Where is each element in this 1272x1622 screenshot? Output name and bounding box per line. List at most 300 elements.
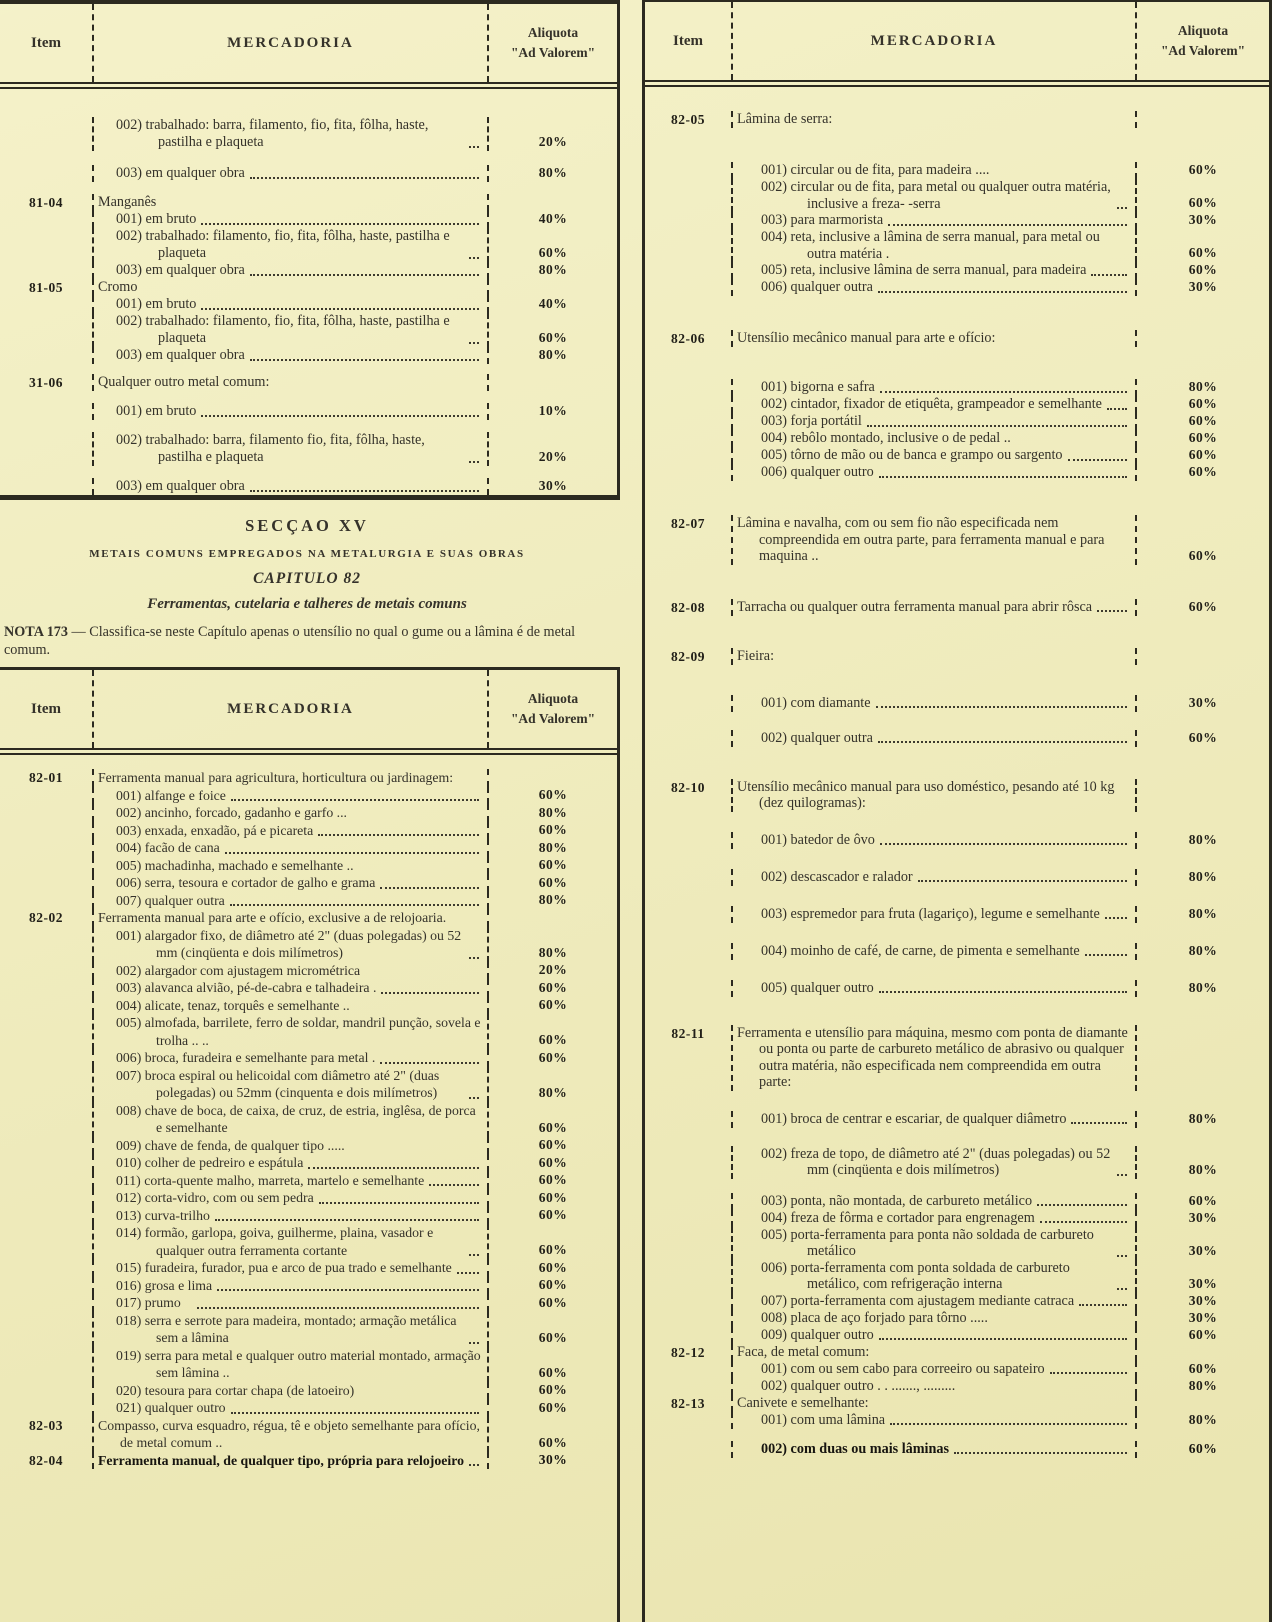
header-aliquota (1137, 2, 1269, 80)
dot-leader (880, 843, 1127, 845)
dot-leader (469, 342, 479, 344)
tariff-row (645, 1327, 1269, 1344)
row-rate: 60% (538, 979, 568, 995)
mercadoria-cell (733, 779, 1137, 812)
mercadoria-cell (94, 313, 489, 347)
double-rule (645, 80, 1269, 87)
tariff-row (645, 1344, 1269, 1361)
tariff-row (0, 347, 617, 364)
item-code (645, 943, 733, 960)
item-code (0, 313, 94, 347)
tariff-row (645, 980, 1269, 997)
tariff-row (645, 430, 1269, 447)
row-text: 003) espremedor para fruta (lagariço), legume e semelhante (761, 905, 1100, 922)
row-text: 004) moinho de café, de carne, de pimenta e semelhante (761, 942, 1080, 959)
mercadoria-cell (94, 117, 489, 151)
tariff-row (0, 997, 617, 1015)
row-text: Utensílio mecânico manual para uso doméstico, pesando até 10 kg (dez quilogramas): (737, 778, 1115, 811)
row-rate: 80% (1188, 942, 1218, 958)
tariff-row (645, 730, 1269, 747)
table-header (645, 2, 1269, 80)
item-code (645, 730, 733, 747)
item-code: 82-01 (0, 769, 94, 787)
mercadoria-cell (94, 1382, 489, 1400)
row-text: 003) em qualquer obra (116, 165, 245, 181)
tariff-row (645, 1025, 1269, 1091)
row-rate: 60% (538, 787, 568, 802)
tariff-row (645, 943, 1269, 960)
item-code (645, 1260, 733, 1293)
row-text: 001) com ou sem cabo para correeiro ou sapateiro (761, 1360, 1045, 1377)
dot-leader (1117, 1288, 1127, 1290)
dot-leader (250, 490, 479, 492)
tariff-row (0, 432, 617, 466)
row-text: 002) trabalhado: filamento, fio, fita, fôlha, haste, pastilha e plaqueta (116, 313, 450, 346)
row-rate (489, 374, 617, 391)
item-code (645, 262, 733, 279)
mercadoria-cell (733, 1146, 1137, 1179)
tariff-row (645, 1210, 1269, 1227)
tariff-row (645, 464, 1269, 481)
row-text: 002) qualquer outro . . ......., ......... (761, 1377, 956, 1394)
item-code (645, 1210, 733, 1227)
dot-leader (876, 706, 1127, 708)
dot-leader (890, 1423, 1127, 1425)
tariff-row (0, 1172, 617, 1190)
row-text: 004) rebôlo montado, inclusive o de pedal .. (761, 430, 1011, 446)
row-rate: 80% (1188, 1110, 1218, 1126)
mercadoria-cell (733, 730, 1137, 747)
tariff-row (645, 262, 1269, 279)
dot-leader (225, 852, 479, 854)
tariff-row (645, 832, 1269, 849)
header-aliquota-line2: "Ad Valorem" (510, 45, 596, 60)
item-code (645, 1412, 733, 1429)
tariff-row (0, 1207, 617, 1225)
item-code (0, 1189, 94, 1207)
row-rate: 60% (538, 822, 568, 837)
mercadoria-cell (733, 980, 1137, 997)
item-code (645, 464, 733, 481)
row-text: 002) descascador e ralador (761, 868, 913, 885)
row-text: Canivete e semelhante: (737, 1394, 869, 1411)
dot-leader (469, 1342, 479, 1344)
row-rate: 60% (538, 1259, 568, 1275)
tariff-row (645, 413, 1269, 430)
row-rate: 80% (538, 347, 568, 362)
row-rate: 60% (538, 1137, 568, 1152)
row-rate: 60% (1188, 195, 1218, 210)
mercadoria-cell (733, 515, 1137, 565)
dot-leader (1107, 408, 1127, 410)
dot-leader (197, 1307, 479, 1309)
row-rate: 30% (1188, 694, 1218, 710)
dot-leader (918, 880, 1127, 882)
item-code (645, 1310, 733, 1327)
mercadoria-cell (733, 1193, 1137, 1210)
section-title: SECÇAO XV (245, 516, 369, 535)
row-text: Ferramenta manual para arte e ofício, exclusive a de relojoaria. (98, 910, 447, 925)
row-rate (1137, 111, 1269, 128)
item-code (645, 869, 733, 886)
mercadoria-cell (94, 347, 489, 364)
mercadoria-cell (94, 296, 489, 313)
mercadoria-cell (733, 162, 1137, 179)
item-code (0, 1172, 94, 1190)
row-rate: 60% (1188, 430, 1218, 445)
column-divider (620, 0, 642, 1622)
mercadoria-cell (733, 832, 1137, 849)
left-column (0, 0, 620, 1622)
row-text: 003) enxada, enxadão, pá e picareta (116, 822, 314, 838)
tariff-row (0, 478, 617, 495)
row-rate: 80% (1188, 379, 1218, 394)
tariff-row (645, 229, 1269, 262)
mercadoria-cell (94, 194, 489, 211)
mercadoria-cell (733, 1293, 1137, 1310)
item-code (0, 403, 94, 420)
row-rate: 60% (538, 1277, 568, 1292)
dot-leader (1071, 1122, 1127, 1124)
item-code (645, 430, 733, 447)
mercadoria-cell (733, 330, 1137, 347)
row-rate: 60% (1188, 413, 1218, 428)
item-code: 82-08 (645, 599, 733, 616)
row-text: Compasso, curva esquadro, régua, tê e objeto semelhante para ofício, de metal comum .. (98, 1417, 480, 1450)
row-rate: 80% (1188, 831, 1218, 847)
header-aliquota (489, 4, 617, 82)
item-code (645, 447, 733, 464)
tariff-row (0, 927, 617, 962)
row-rate: 30% (538, 478, 568, 493)
row-text: 002) trabalhado: barra, filamento, fio, fita, fôlha, haste, pastilha e plaqueta (116, 117, 429, 150)
row-rate: 60% (538, 1172, 568, 1187)
dot-leader (319, 1202, 479, 1204)
dot-leader (1085, 954, 1127, 956)
tariff-row (0, 403, 617, 420)
mercadoria-cell (94, 403, 489, 420)
row-text: 001) bigorna e safra (761, 379, 875, 395)
row-text: 019) serra para metal e qualquer outro material montado, armação sem lâmina .. (116, 1347, 481, 1380)
item-code (0, 228, 94, 262)
row-text: 011) corta-quente malho, marreta, martelo e semelhante (116, 1172, 425, 1188)
row-text: 006) serra, tesoura e cortador de galho e grama (116, 875, 376, 890)
tariff-row (645, 279, 1269, 296)
mercadoria-cell (94, 1067, 489, 1102)
row-rate: 80% (538, 944, 568, 960)
item-code: 82-06 (645, 330, 733, 347)
mercadoria-cell (94, 822, 489, 840)
dot-leader (201, 308, 479, 310)
row-rate: 60% (538, 857, 568, 872)
row-text: 002) trabalhado: barra, filamento fio, fita, fôlha, haste, pastilha e plaqueta (116, 432, 425, 465)
mercadoria-cell (733, 464, 1137, 481)
item-code (0, 962, 94, 980)
row-rate: 80% (538, 165, 568, 180)
section-subtitle: METAIS COMUNS EMPREGADOS NA METALURGIA E SUAS OBRAS (89, 548, 525, 560)
mercadoria-cell (94, 787, 489, 805)
tariff-row (645, 1293, 1269, 1310)
mercadoria-cell (733, 179, 1137, 212)
item-code (0, 1294, 94, 1312)
tariff-row (645, 330, 1269, 347)
dot-leader (880, 391, 1127, 393)
right-table-body (645, 87, 1269, 1458)
row-text: 001) circular ou de fita, para madeira .... (761, 162, 990, 178)
row-text: 001) batedor de ôvo (761, 831, 875, 848)
item-code (645, 1293, 733, 1310)
item-code (0, 347, 94, 364)
mercadoria-cell (94, 1259, 489, 1277)
row-text: 006) porta-ferramenta com ponta soldada de carbureto metálico, com refrigeração interna (761, 1259, 1070, 1292)
note-text: — Classifica-se neste Capítulo apenas o utensílio no qual o gume ou a lâmina é de metal comum. (4, 624, 576, 658)
tariff-row (0, 769, 617, 787)
tariff-row (0, 909, 617, 927)
tariff-row (645, 396, 1269, 413)
item-code (645, 179, 733, 212)
mercadoria-cell (94, 1049, 489, 1067)
tariff-row (0, 228, 617, 262)
row-text: 002) circular ou de fita, para metal ou qualquer outra matéria, inclusive a freza- -serra (761, 179, 1111, 212)
header-aliquota-line2: "Ad Valorem" (1160, 43, 1246, 58)
tariff-row (645, 111, 1269, 128)
row-rate: 60% (538, 1154, 568, 1170)
row-rate: 60% (1188, 1192, 1218, 1208)
item-code: 82-03 (0, 1417, 94, 1452)
item-code (0, 874, 94, 892)
item-code (0, 787, 94, 805)
tariff-row (0, 262, 617, 279)
tariff-row (645, 1193, 1269, 1210)
dot-leader (888, 224, 1127, 226)
mercadoria-cell (733, 413, 1137, 430)
mercadoria-cell (94, 927, 489, 962)
item-code (0, 822, 94, 840)
row-text: Lâmina de serra: (737, 111, 833, 127)
item-code (0, 1259, 94, 1277)
row-text: Ferramenta e utensílio para máquina, mesmo com ponta de diamante ou ponta ou parte de carbureto metálico de abrasivo ou qualquer outra matéria, não especificada nem compreendida em outra parte: (737, 1024, 1128, 1090)
item-code: 81-04 (0, 194, 94, 211)
dot-leader (1097, 610, 1127, 612)
row-text: 002) freza de topo, de diâmetro até 2" (duas polegadas) ou 52 mm (cinqüenta e dois milímetros) (761, 1145, 1111, 1178)
item-code: 82-10 (645, 779, 733, 812)
row-rate: 20% (538, 449, 568, 464)
mercadoria-cell (733, 1260, 1137, 1293)
row-text: 003) alavanca alvião, pé-de-cabra e talhadeira . (116, 980, 377, 995)
row-text: 001) em bruto (116, 403, 197, 419)
row-text: 020) tesoura para cortar chapa (de latoeiro) (116, 1382, 355, 1398)
row-rate: 60% (538, 1294, 568, 1310)
tariff-row (0, 1347, 617, 1382)
mercadoria-cell (94, 1452, 489, 1470)
item-code (645, 413, 733, 430)
dot-leader (879, 991, 1127, 993)
dot-leader (469, 957, 479, 959)
row-text: 004) freza de fôrma e cortador para engrenagem (761, 1209, 1035, 1226)
item-code: 82-12 (645, 1344, 733, 1361)
item-code (645, 1441, 733, 1458)
tariff-row (645, 212, 1269, 229)
row-rate: 80% (1188, 979, 1218, 995)
item-code: 82-09 (645, 648, 733, 665)
dot-leader (954, 1452, 1127, 1454)
dot-leader (217, 1289, 479, 1291)
item-code: 31-06 (0, 374, 94, 391)
mercadoria-cell (94, 1172, 489, 1190)
header-item: Item (0, 670, 94, 748)
mercadoria-cell (94, 804, 489, 822)
row-text: 001) alargador fixo, de diâmetro até 2" (duas polegadas) ou 52 mm (cinqüenta e dois milímetros) (116, 927, 462, 960)
tariff-row (645, 779, 1269, 812)
row-text: Lâmina e navalha, com ou sem fio não especificada nem compreendida em outra parte, para ferramenta manual e para maquina .. (737, 515, 1105, 564)
mercadoria-cell (733, 695, 1137, 712)
item-code (645, 1146, 733, 1179)
note-label: NOTA 173 (4, 624, 68, 640)
row-rate: 60% (538, 997, 568, 1012)
item-code (0, 165, 94, 182)
mercadoria-cell (94, 279, 489, 296)
mercadoria-cell (733, 396, 1137, 413)
item-code (0, 296, 94, 313)
row-rate: 80% (538, 839, 568, 855)
row-rate: 60% (1188, 262, 1218, 277)
row-text: 021) qualquer outro (116, 1400, 226, 1415)
row-text: 005) almofada, barrilete, ferro de soldar, mandril punção, sovela e trolha .. .. (116, 1015, 481, 1048)
row-text: 005) qualquer outro (761, 979, 874, 996)
item-code (645, 1361, 733, 1378)
item-code (0, 1382, 94, 1400)
row-text: Cromo (98, 279, 138, 295)
row-rate: 60% (1188, 396, 1218, 411)
mercadoria-cell (94, 262, 489, 279)
mercadoria-cell (94, 909, 489, 927)
item-code (0, 1137, 94, 1155)
header-aliquota-line1: Aliquota (1177, 23, 1229, 38)
row-text: 009) qualquer outro (761, 1326, 874, 1343)
row-rate (489, 909, 617, 927)
item-code: 82-05 (645, 111, 733, 128)
row-rate: 60% (538, 1382, 568, 1397)
row-text: 001) com diamante (761, 694, 871, 711)
dot-leader (878, 291, 1127, 293)
mercadoria-cell (733, 212, 1137, 229)
tariff-row (0, 979, 617, 997)
tariff-row (645, 1361, 1269, 1378)
tariff-row (645, 648, 1269, 665)
tariff-row (0, 1259, 617, 1277)
tariff-row (0, 1417, 617, 1452)
row-rate (489, 279, 617, 296)
row-rate: 60% (538, 1207, 568, 1222)
row-rate: 30% (1188, 212, 1218, 227)
row-rate: 60% (1188, 447, 1218, 462)
item-code: 81-05 (0, 279, 94, 296)
row-text: 003) em qualquer obra (116, 347, 245, 363)
row-text: 004) alicate, tenaz, torquês e semelhante .. (116, 997, 350, 1013)
item-code (0, 262, 94, 279)
left-table-bottom-body (0, 755, 617, 1469)
header-mercadoria: MERCADORIA (733, 2, 1137, 80)
mercadoria-cell (94, 874, 489, 892)
item-code (0, 1347, 94, 1382)
row-rate: 80% (538, 804, 568, 820)
tariff-row (645, 1227, 1269, 1260)
row-rate: 30% (1188, 279, 1218, 294)
item-code (645, 162, 733, 179)
row-rate (489, 194, 617, 211)
row-text: 005) porta-ferramenta para ponta não soldada de carbureto metálico (761, 1226, 1094, 1259)
mercadoria-cell (733, 906, 1137, 923)
row-text: Fieira: (737, 647, 775, 664)
row-rate: 60% (538, 1032, 568, 1047)
mercadoria-cell (94, 839, 489, 857)
row-text: Ferramenta manual para agricultura, horticultura ou jardinagem: (98, 770, 454, 785)
mercadoria-cell (733, 1441, 1137, 1458)
dot-leader (201, 415, 479, 417)
item-code (645, 906, 733, 923)
dot-leader (469, 461, 479, 463)
row-rate: 60% (1188, 162, 1218, 177)
right-table (642, 0, 1272, 1622)
row-text: 013) curva-trilho (116, 1207, 210, 1223)
row-text: 001) broca de centrar e escariar, de qualquer diâmetro (761, 1110, 1067, 1127)
table-header (0, 4, 617, 82)
header-mercadoria: MERCADORIA (94, 4, 489, 82)
row-text: 003) em qualquer obra (116, 478, 245, 494)
mercadoria-cell (733, 1412, 1137, 1429)
mercadoria-cell (94, 1294, 489, 1312)
mercadoria-cell (94, 228, 489, 262)
tariff-row (0, 1294, 617, 1312)
mercadoria-cell (94, 857, 489, 875)
double-rule (0, 82, 617, 89)
item-code (0, 1207, 94, 1225)
mercadoria-cell (94, 1189, 489, 1207)
row-rate (1137, 1025, 1269, 1091)
row-rate: 80% (1188, 1161, 1218, 1177)
mercadoria-cell (733, 1025, 1137, 1091)
row-text: 009) chave de fenda, de qualquer tipo ..... (116, 1137, 345, 1153)
row-text: 004) facão de cana (116, 840, 220, 855)
tariff-row (0, 211, 617, 228)
row-text: 014) formão, garlopa, goiva, guilherme, plaina, vasador e qualquer outra ferramenta cortante (116, 1225, 434, 1258)
dot-leader (381, 992, 479, 994)
row-rate: 80% (1188, 1411, 1218, 1427)
tariff-row (0, 117, 617, 151)
row-rate: 60% (538, 330, 568, 345)
tariff-row (645, 1441, 1269, 1458)
header-item: Item (0, 4, 94, 82)
item-code (645, 379, 733, 396)
mercadoria-cell (733, 1111, 1137, 1128)
row-text: 005) machadinha, machado e semelhante .. (116, 857, 354, 873)
row-rate: 60% (1188, 1360, 1218, 1376)
row-rate: 40% (538, 296, 568, 311)
item-code (0, 892, 94, 910)
double-rule (0, 748, 617, 755)
tariff-row (645, 162, 1269, 179)
row-rate: 60% (538, 1242, 568, 1257)
row-rate: 30% (538, 1452, 568, 1467)
dot-leader (231, 1412, 479, 1414)
row-rate: 30% (1188, 1309, 1218, 1325)
tariff-row (0, 1067, 617, 1102)
mercadoria-cell (94, 1417, 489, 1452)
row-text: 005) reta, inclusive lâmina de serra manual, para madeira (761, 262, 1087, 278)
dot-leader (469, 1464, 479, 1466)
tariff-row (0, 296, 617, 313)
row-text: Qualquer outro metal comum: (98, 374, 270, 390)
